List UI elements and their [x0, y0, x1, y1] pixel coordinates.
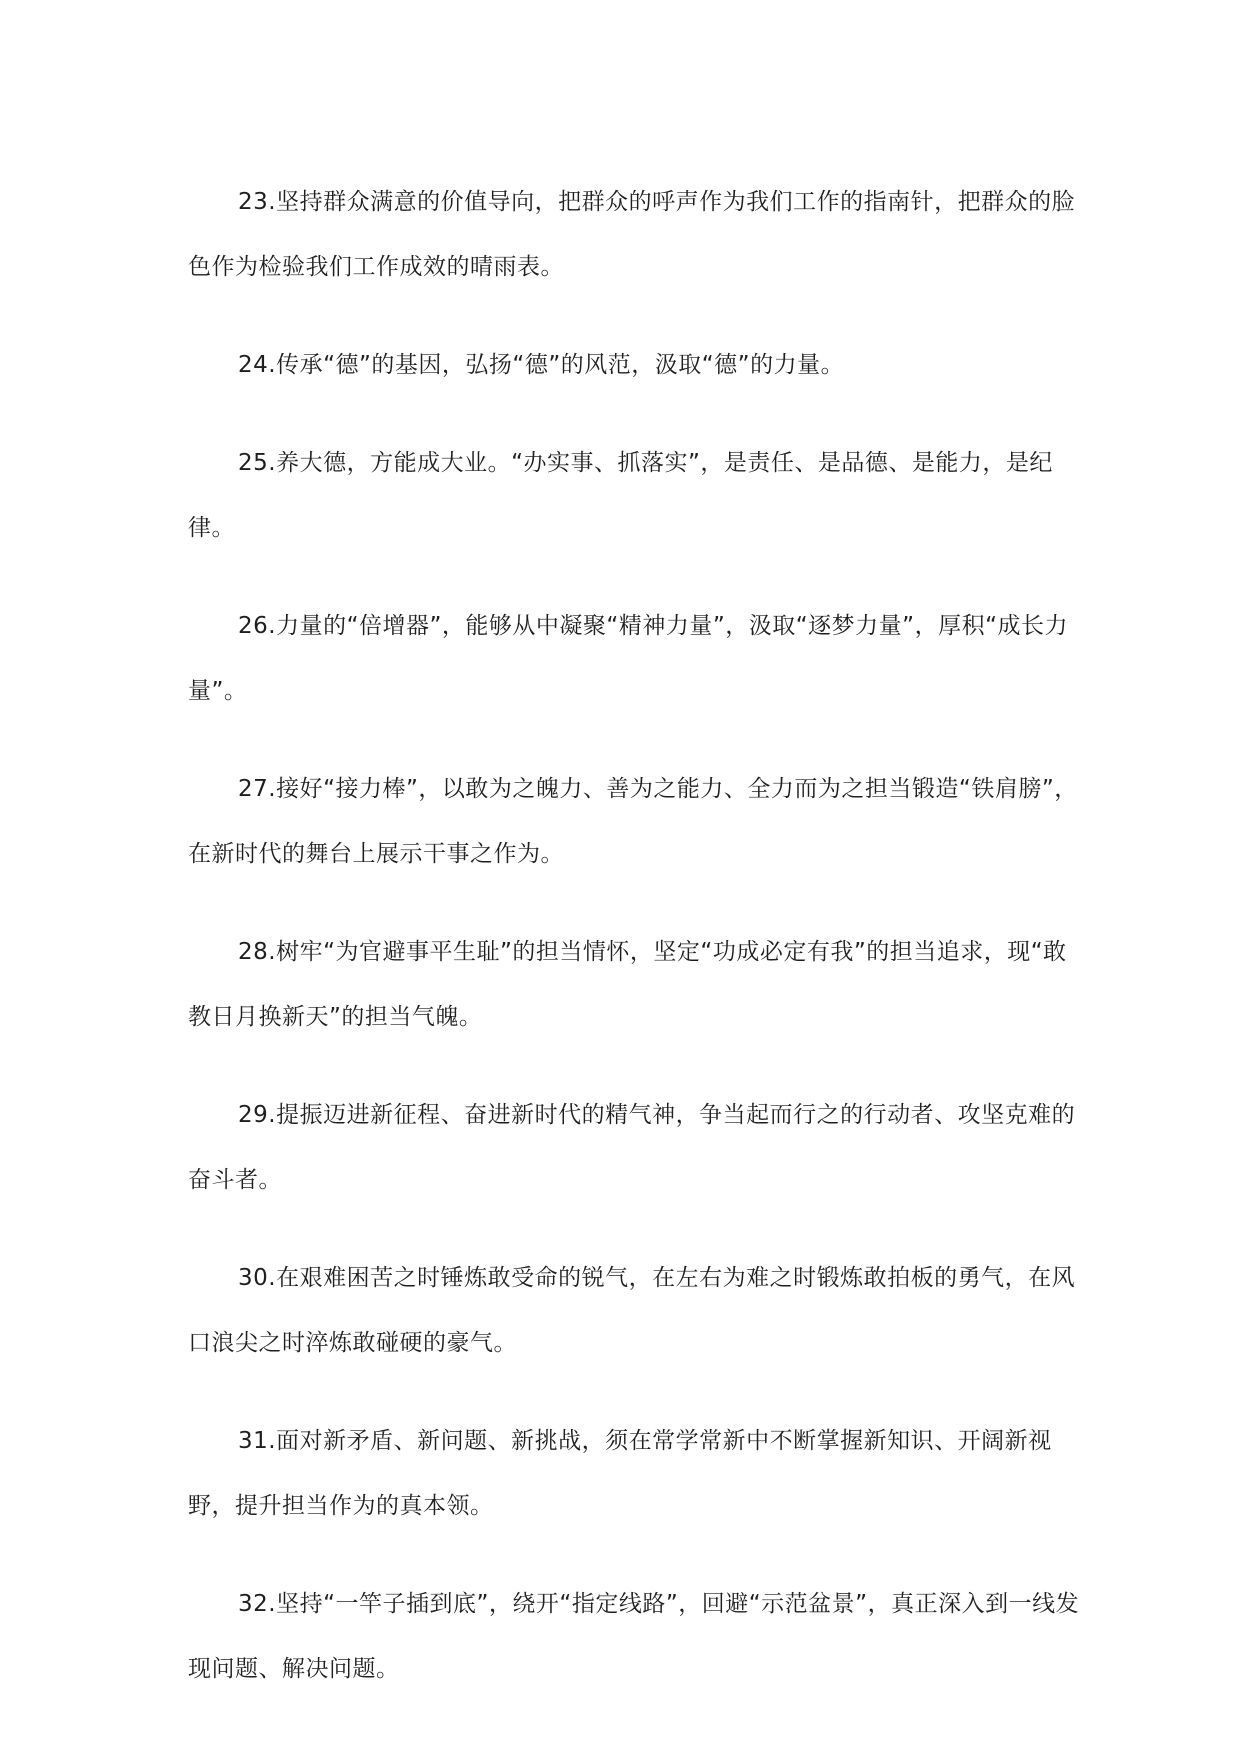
paragraph-26: 26.力量的“倍增器”，能够从中凝聚“精神力量”，汲取“逐梦力量”，厚积“成长力量”。: [188, 613, 1068, 704]
paragraph-25: 25.养大德，方能成大业。“办实事、抓落实”，是责任、是品德、是能力，是纪律。: [188, 450, 1053, 541]
paragraph-28: 28.树牢“为官避事平生耻”的担当情怀，坚定“功成必定有我”的担当追求，现“敢教日月换新天”的担当气魄。: [188, 939, 1067, 1030]
paragraph-32: 32.坚持“一竿子插到底”，绕开“指定线路”，回避“示范盆景”，真正深入到一线发现问题、解决问题。: [188, 1591, 1080, 1682]
paragraph-24: 24.传承“德”的基因，弘扬“德”的风范，汲取“德”的力量。: [238, 352, 845, 378]
paragraph-29: 29.提振迈进新征程、奋进新时代的精气神，争当起而行之的行动者、攻坚克难的奋斗者。: [188, 1102, 1076, 1193]
paragraph-23: 23.坚持群众满意的价值导向，把群众的呼声作为我们工作的指南针，把群众的脸色作为检验我们工作成效的晴雨表。: [188, 189, 1076, 280]
paragraph-27: 27.接好“接力棒”，以敢为之魄力、善为之能力、全力而为之担当锻造“铁肩膀”，在新时代的舞台上展示干事之作为。: [188, 776, 1078, 867]
paragraph-30: 30.在艰难困苦之时锤炼敢受命的锐气，在左右为难之时锻炼敢拍板的勇气，在风口浪尖之时淬炼敢碰硬的豪气。: [188, 1265, 1076, 1356]
document-page: [188, 170, 1088, 1735]
paragraph-31: 31.面对新矛盾、新问题、新挑战，须在常学常新中不断掌握新知识、开阔新视野，提升担当作为的真本领。: [188, 1428, 1052, 1519]
